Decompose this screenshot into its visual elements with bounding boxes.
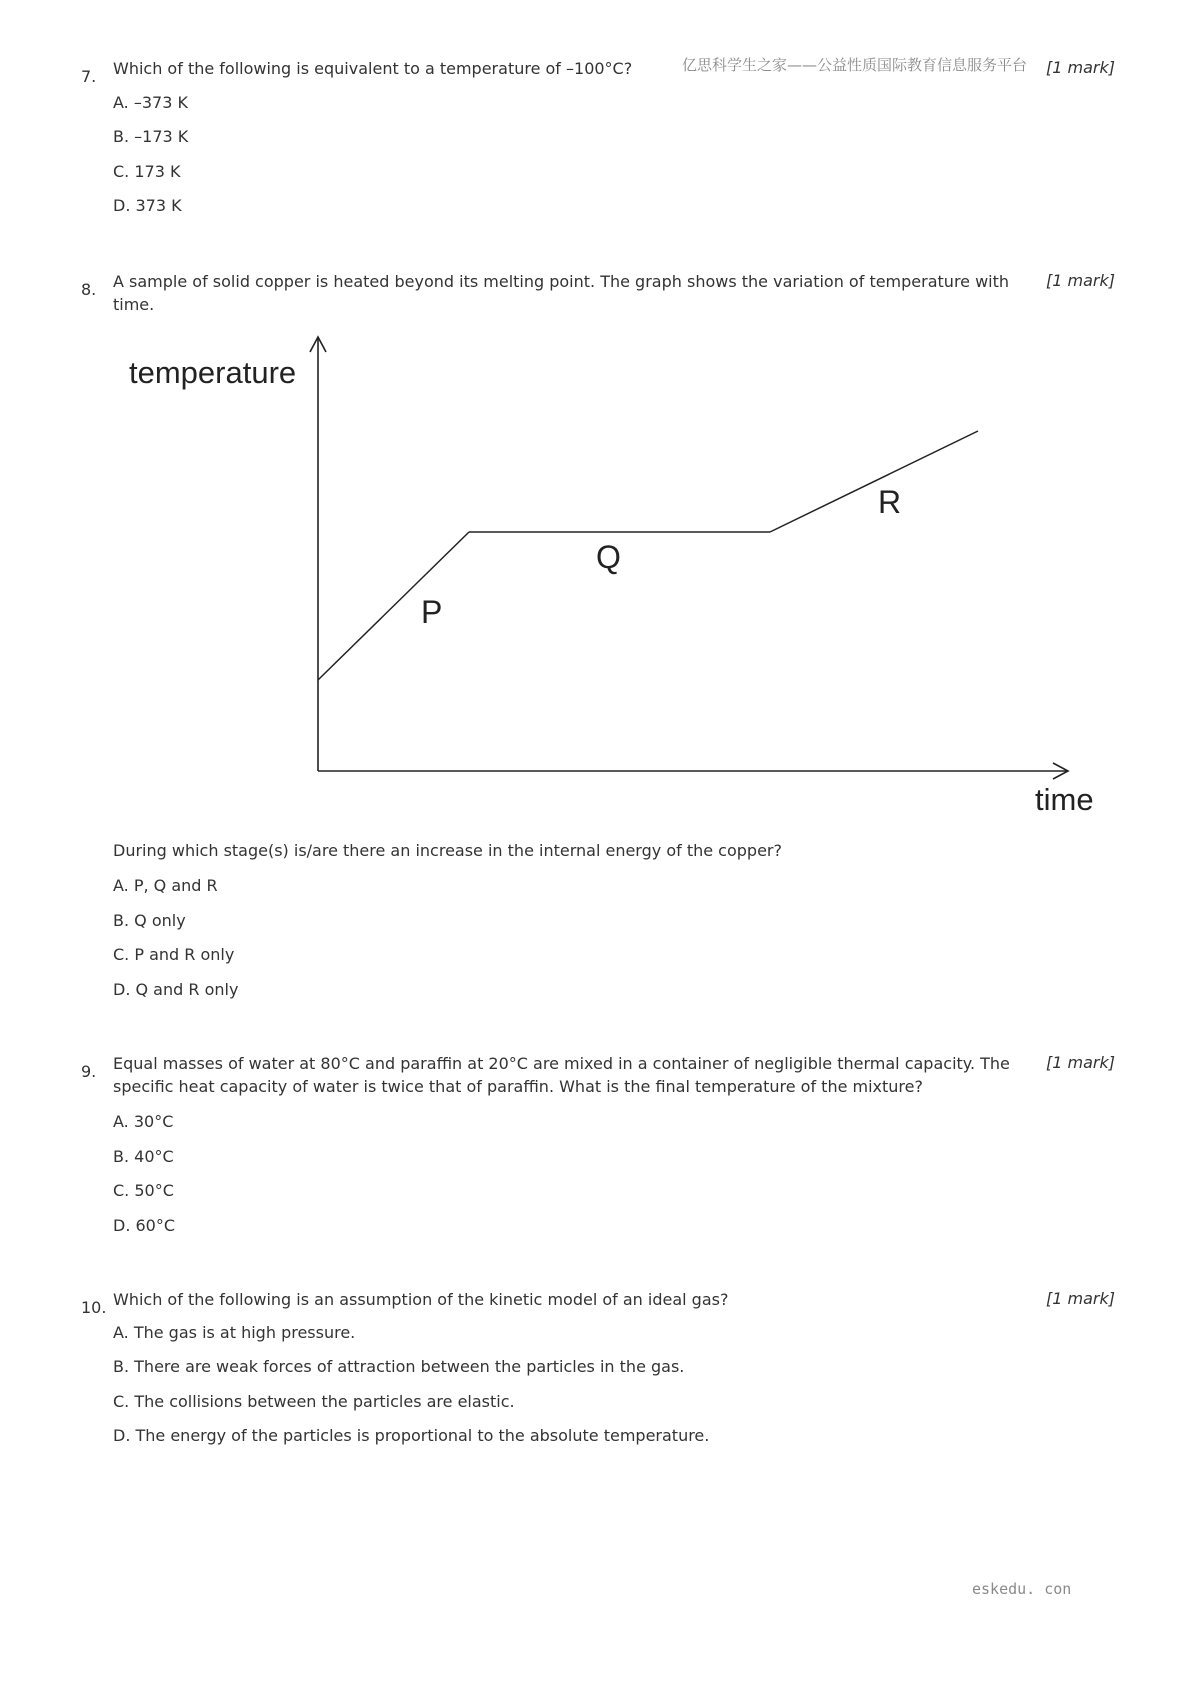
stage-label-r: R [878, 484, 902, 520]
option-a: A. –373 K [113, 93, 188, 112]
question-number: 10. [81, 1298, 107, 1317]
question-number: 9. [81, 1062, 97, 1081]
option-c: C. 173 K [113, 162, 181, 181]
option-b: B. –173 K [113, 127, 189, 146]
option-a: A. P, Q and R [113, 876, 218, 895]
stage-label-p: P [421, 594, 443, 630]
option-a: A. The gas is at high pressure. [113, 1323, 356, 1342]
mark-label: [1 mark] [1046, 58, 1115, 77]
question-number: 8. [81, 280, 97, 299]
option-c: C. P and R only [113, 945, 235, 964]
question-number: 7. [81, 67, 97, 86]
question-text: A sample of solid copper is heated beyond its melting point. The graph shows the variation of temperature with time. [113, 272, 1010, 314]
option-d: D. Q and R only [113, 980, 239, 999]
question-text: Which of the following is equivalent to a temperature of –100°C? [113, 59, 633, 78]
option-d: D. The energy of the particles is proportional to the absolute temperature. [113, 1426, 710, 1445]
mark-label: [1 mark] [1046, 271, 1115, 290]
option-d: D. 373 K [113, 196, 182, 215]
y-axis-label: temperature [129, 355, 297, 390]
watermark: 亿思科学生之家——公益性质国际教育信息服务平台 [682, 56, 1028, 74]
followup-question: During which stage(s) is/are there an increase in the internal energy of the copper? [113, 841, 782, 860]
mark-label: [1 mark] [1046, 1289, 1115, 1308]
option-b: B. There are weak forces of attraction between the particles in the gas. [113, 1357, 685, 1376]
option-c: C. The collisions between the particles are elastic. [113, 1392, 515, 1411]
option-a: A. 30°C [113, 1112, 174, 1131]
question-text: Equal masses of water at 80°C and paraffin at 20°C are mixed in a container of negligible thermal capacity. The specific heat capacity of water is twice that of paraffin. What is the final temperature of the mixture? [113, 1054, 1010, 1096]
stage-label-q: Q [596, 539, 621, 575]
mark-label: [1 mark] [1046, 1053, 1115, 1072]
footer-site-name: eskedu. con [972, 1580, 1072, 1598]
temperature-time-graph [0, 320, 1190, 820]
segment-p [318, 532, 469, 680]
option-b: B. 40°C [113, 1147, 174, 1166]
segment-r [770, 431, 978, 532]
question-text: Which of the following is an assumption of the kinetic model of an ideal gas? [113, 1290, 729, 1309]
option-b: B. Q only [113, 911, 186, 930]
option-d: D. 60°C [113, 1216, 176, 1235]
option-c: C. 50°C [113, 1181, 174, 1200]
x-axis-label: time [1035, 782, 1094, 817]
